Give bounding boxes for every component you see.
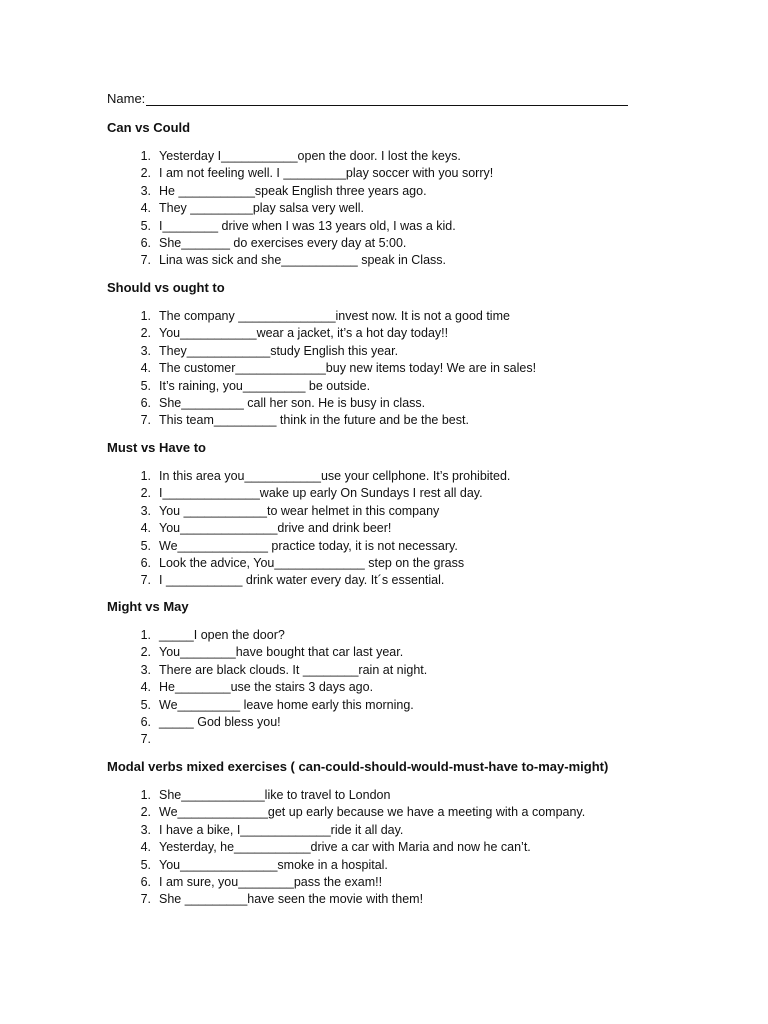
exercise-item xyxy=(107,343,707,360)
section-should-vs-ought-to xyxy=(107,280,707,430)
item-number: 5. xyxy=(140,378,151,393)
exercise-item xyxy=(107,697,707,714)
exercise-item xyxy=(107,183,707,200)
exercise-item xyxy=(107,325,707,342)
item-number: 2. xyxy=(140,805,151,820)
item-text: I am not feeling well. I _________play soccer with you sorry! xyxy=(159,166,494,181)
item-text: You ____________to wear helmet in this company xyxy=(159,503,440,518)
item-number: 3. xyxy=(140,822,151,837)
item-text: This team_________ think in the future and be the best. xyxy=(159,413,469,428)
item-text: He ___________speak English three years ago. xyxy=(159,183,427,198)
item-number: 1. xyxy=(140,149,151,163)
section-title: Modal verbs mixed exercises ( can-could-should-would-must-have to-may-might) xyxy=(107,759,609,774)
item-number: 6. xyxy=(140,714,151,729)
item-text: In this area you___________use your cellphone. It’s prohibited. xyxy=(159,469,511,483)
item-text: It’s raining, you_________ be outside. xyxy=(159,378,371,393)
exercise-item xyxy=(107,503,707,520)
item-text: We_____________ practice today, it is not necessary. xyxy=(159,538,458,553)
item-number: 7. xyxy=(140,573,151,588)
item-number: 5. xyxy=(140,857,151,872)
item-text: She _________have seen the movie with them! xyxy=(159,892,424,907)
item-number: 4. xyxy=(140,361,151,376)
item-number: 7. xyxy=(140,892,151,907)
name-row xyxy=(107,91,628,106)
item-number: 2. xyxy=(140,486,151,501)
exercise-item xyxy=(107,891,747,908)
item-number: 4. xyxy=(140,201,151,216)
item-number: 1. xyxy=(140,628,151,642)
item-number: 5. xyxy=(140,218,151,233)
item-number: 5. xyxy=(140,697,151,712)
item-text: You________have bought that car last year. xyxy=(159,645,404,660)
exercise-item xyxy=(107,839,747,856)
exercise-item xyxy=(107,874,747,891)
item-text: Yesterday, he___________drive a car with Maria and now he can’t. xyxy=(159,840,531,855)
item-number: 1. xyxy=(140,469,151,483)
exercise-item xyxy=(107,308,707,325)
item-text: The customer_____________buy new items today! We are in sales! xyxy=(159,361,537,376)
item-text: Look the advice, You_____________ step on the grass xyxy=(159,555,465,570)
item-number: 4. xyxy=(140,680,151,695)
item-text: You______________smoke in a hospital. xyxy=(159,857,388,872)
item-number: 2. xyxy=(140,166,151,181)
item-number: 1. xyxy=(140,788,151,802)
item-text: They _________play salsa very well. xyxy=(159,201,364,216)
item-number: 7. xyxy=(140,253,151,268)
exercise-item xyxy=(107,555,707,572)
item-text: I______________wake up early On Sundays I rest all day. xyxy=(159,486,483,501)
exercise-item xyxy=(107,787,747,804)
item-text: She_________ call her son. He is busy in class. xyxy=(159,395,426,410)
section-must-vs-have-to xyxy=(107,440,707,590)
item-text: Yesterday I___________open the door. I lost the keys. xyxy=(159,149,461,163)
exercise-item xyxy=(107,627,707,644)
name-label: Name: xyxy=(107,91,146,106)
exercise-item xyxy=(107,731,707,748)
section-can-vs-could xyxy=(107,120,707,270)
item-number: 5. xyxy=(140,538,151,553)
exercise-item xyxy=(107,378,707,395)
item-text: They____________study English this year. xyxy=(159,343,399,358)
exercise-item xyxy=(107,468,707,485)
item-text: Lina was sick and she___________ speak in Class. xyxy=(159,253,446,268)
item-text: We_____________get up early because we have a meeting with a company. xyxy=(159,805,586,820)
item-text: He________use the stairs 3 days ago. xyxy=(159,680,374,695)
item-text: I________ drive when I was 13 years old, I was a kid. xyxy=(159,218,456,233)
item-text xyxy=(151,731,159,748)
item-text: You______________drive and drink beer! xyxy=(159,521,392,536)
section-might-vs-may xyxy=(107,599,707,749)
exercise-item xyxy=(107,520,707,537)
item-number: 3. xyxy=(140,503,151,518)
item-text: The company ______________invest now. It is not a good time xyxy=(159,309,510,323)
exercise-item xyxy=(107,200,707,217)
item-number: 2. xyxy=(140,645,151,660)
exercise-item xyxy=(107,644,707,661)
exercise-item xyxy=(107,412,707,429)
exercise-list xyxy=(107,627,707,749)
name-input-line[interactable] xyxy=(146,91,628,106)
item-number: 6. xyxy=(140,555,151,570)
section-modal-verbs-mixed xyxy=(107,759,747,909)
item-number: 6. xyxy=(140,235,151,250)
item-text: We_________ leave home early this morning. xyxy=(159,697,414,712)
item-number: 6. xyxy=(140,874,151,889)
item-text: She_______ do exercises every day at 5:00. xyxy=(159,235,407,250)
exercise-item xyxy=(107,679,707,696)
exercise-list xyxy=(107,468,707,590)
exercise-list xyxy=(107,787,747,909)
section-title: Should vs ought to xyxy=(107,280,225,295)
exercise-item xyxy=(107,662,707,679)
item-text: I am sure, you________pass the exam!! xyxy=(159,874,383,889)
exercise-item xyxy=(107,252,707,269)
item-text: You___________wear a jacket, it’s a hot day today!! xyxy=(159,326,449,341)
exercise-item xyxy=(107,572,707,589)
exercise-item xyxy=(107,148,707,165)
exercise-item xyxy=(107,804,747,821)
exercise-item xyxy=(107,165,707,182)
exercise-list xyxy=(107,148,707,270)
exercise-list xyxy=(107,308,707,430)
exercise-item xyxy=(107,485,707,502)
item-text: There are black clouds. It ________rain at night. xyxy=(159,662,428,677)
item-number: 4. xyxy=(140,840,151,855)
section-title: Might vs May xyxy=(107,599,189,614)
item-number: 4. xyxy=(140,521,151,536)
item-text: _____ God bless you! xyxy=(159,714,281,729)
item-number: 1. xyxy=(140,309,151,323)
exercise-item xyxy=(107,538,707,555)
exercise-item xyxy=(107,235,707,252)
item-text: I ___________ drink water every day. It´s essential. xyxy=(159,573,445,588)
exercise-item xyxy=(107,360,707,377)
item-number: 2. xyxy=(140,326,151,341)
item-number: 7. xyxy=(140,413,151,428)
item-text: She____________like to travel to London xyxy=(159,788,391,802)
section-title: Must vs Have to xyxy=(107,440,206,455)
item-text: _____I open the door? xyxy=(159,628,285,642)
item-number: 7. xyxy=(140,732,151,747)
section-title: Can vs Could xyxy=(107,120,191,135)
item-number: 3. xyxy=(140,183,151,198)
item-number: 3. xyxy=(140,343,151,358)
exercise-item xyxy=(107,822,747,839)
item-number: 3. xyxy=(140,662,151,677)
item-text: I have a bike, I_____________ride it all day. xyxy=(159,822,404,837)
exercise-item xyxy=(107,714,707,731)
item-number: 6. xyxy=(140,395,151,410)
exercise-item xyxy=(107,857,747,874)
exercise-item xyxy=(107,218,707,235)
exercise-item xyxy=(107,395,707,412)
